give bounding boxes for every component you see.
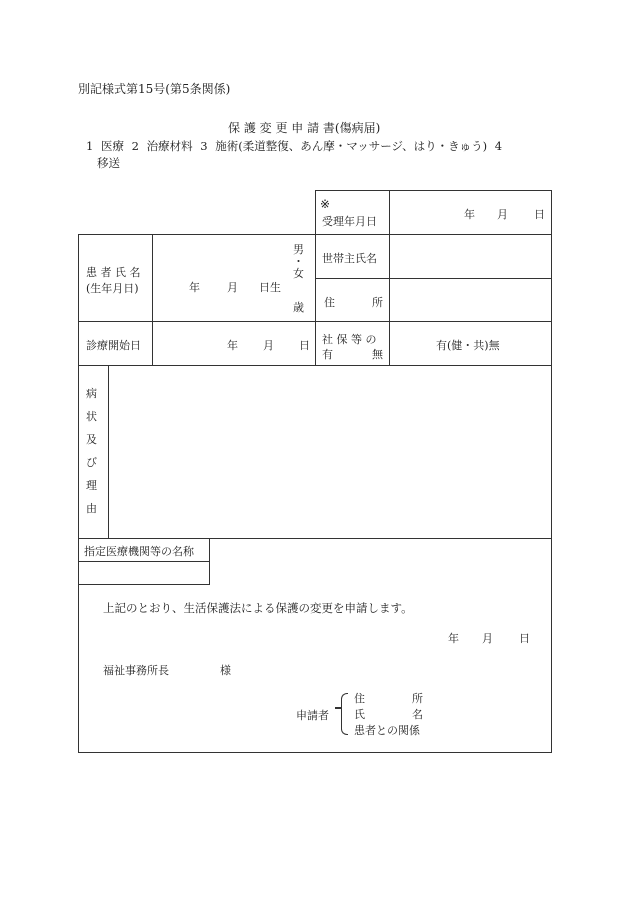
receipt-day: 日 xyxy=(534,208,545,221)
receipt-date-field[interactable] xyxy=(390,191,551,234)
patient-birthdate-label: (生年月日) xyxy=(86,282,139,295)
addressee-honorific: 様 xyxy=(220,664,231,677)
institution-field[interactable] xyxy=(79,562,209,584)
household-head-label: 世帯主氏名 xyxy=(322,252,377,265)
receipt-month: 月 xyxy=(497,208,508,221)
applicant-address-label-2: 所 xyxy=(412,692,423,705)
applicant-details-field[interactable] xyxy=(430,688,540,738)
insurance-label-yes: 有 xyxy=(322,348,333,361)
application-day: 日 xyxy=(519,632,530,645)
applicant-name-label-2: 名 xyxy=(412,708,423,721)
insurance-status[interactable]: 有(健・共)無 xyxy=(436,339,500,352)
applicant-relation-label: 患者との関係 xyxy=(354,724,420,737)
insurance-label-line1: 社 保 等 の xyxy=(322,333,377,346)
condition-char: 理 xyxy=(86,479,97,492)
rule xyxy=(78,584,210,585)
condition-char: 病 xyxy=(86,387,97,400)
rule xyxy=(315,190,316,366)
age-unit: 歳 xyxy=(293,301,304,314)
birth-month: 月 xyxy=(227,281,238,294)
addressee: 福祉事務所長 xyxy=(103,664,169,677)
start-day: 日 xyxy=(299,339,310,352)
institution-label: 指定医療機関等の名称 xyxy=(84,545,194,558)
application-month: 月 xyxy=(482,632,493,645)
rule xyxy=(209,538,210,585)
application-year: 年 xyxy=(448,632,459,645)
rule xyxy=(551,190,552,753)
rule xyxy=(78,538,552,539)
treatment-start-label: 診療開始日 xyxy=(86,339,141,352)
condition-label xyxy=(86,382,97,520)
rule xyxy=(78,234,79,753)
condition-char: び xyxy=(86,456,97,469)
condition-char: 及 xyxy=(86,433,97,446)
insurance-label-no: 無 xyxy=(372,348,383,361)
receipt-mark: ※ xyxy=(320,197,331,211)
applicant-address-label-1: 住 xyxy=(354,692,365,705)
birth-year: 年 xyxy=(189,281,200,294)
form-number: 別記様式第15号(第5条関係) xyxy=(78,82,231,96)
condition-field[interactable] xyxy=(109,366,551,538)
applicant-label: 申請者 xyxy=(296,709,329,722)
receipt-date-label: 受理年月日 xyxy=(322,215,377,228)
applicant-brace xyxy=(341,708,348,735)
receipt-year: 年 xyxy=(464,208,475,221)
treatment-start-field[interactable] xyxy=(153,322,315,365)
gender-female: 女 xyxy=(293,267,304,280)
start-month: 月 xyxy=(263,339,274,352)
declaration-statement: 上記のとおり、生活保護法による保護の変更を申請します。 xyxy=(103,601,413,615)
address-label-2: 所 xyxy=(372,296,383,309)
applicant-brace xyxy=(341,693,348,708)
patient-name-field[interactable] xyxy=(153,235,315,321)
categories-line2: 移送 xyxy=(97,156,120,170)
patient-name-label: 患 者 氏 名 xyxy=(86,266,141,279)
address-field[interactable] xyxy=(390,279,551,321)
categories-line1: 1 医療 2 治療材料 3 施術(柔道整復、あん摩・マッサージ、はり・きゅう) 4 xyxy=(86,139,503,153)
address-label-1: 住 xyxy=(324,296,335,309)
form-title: 保 護 変 更 申 請 書(傷病届) xyxy=(228,121,381,135)
gender-separator: ・ xyxy=(293,255,304,268)
start-year: 年 xyxy=(227,339,238,352)
application-date-field[interactable] xyxy=(440,630,540,646)
condition-char: 由 xyxy=(86,502,97,515)
gender-male: 男 xyxy=(293,243,304,256)
condition-char: 状 xyxy=(86,410,97,423)
applicant-name-label-1: 氏 xyxy=(354,708,365,721)
household-head-field[interactable] xyxy=(390,235,551,278)
rule xyxy=(78,752,552,753)
birth-day-born: 日生 xyxy=(259,281,281,294)
